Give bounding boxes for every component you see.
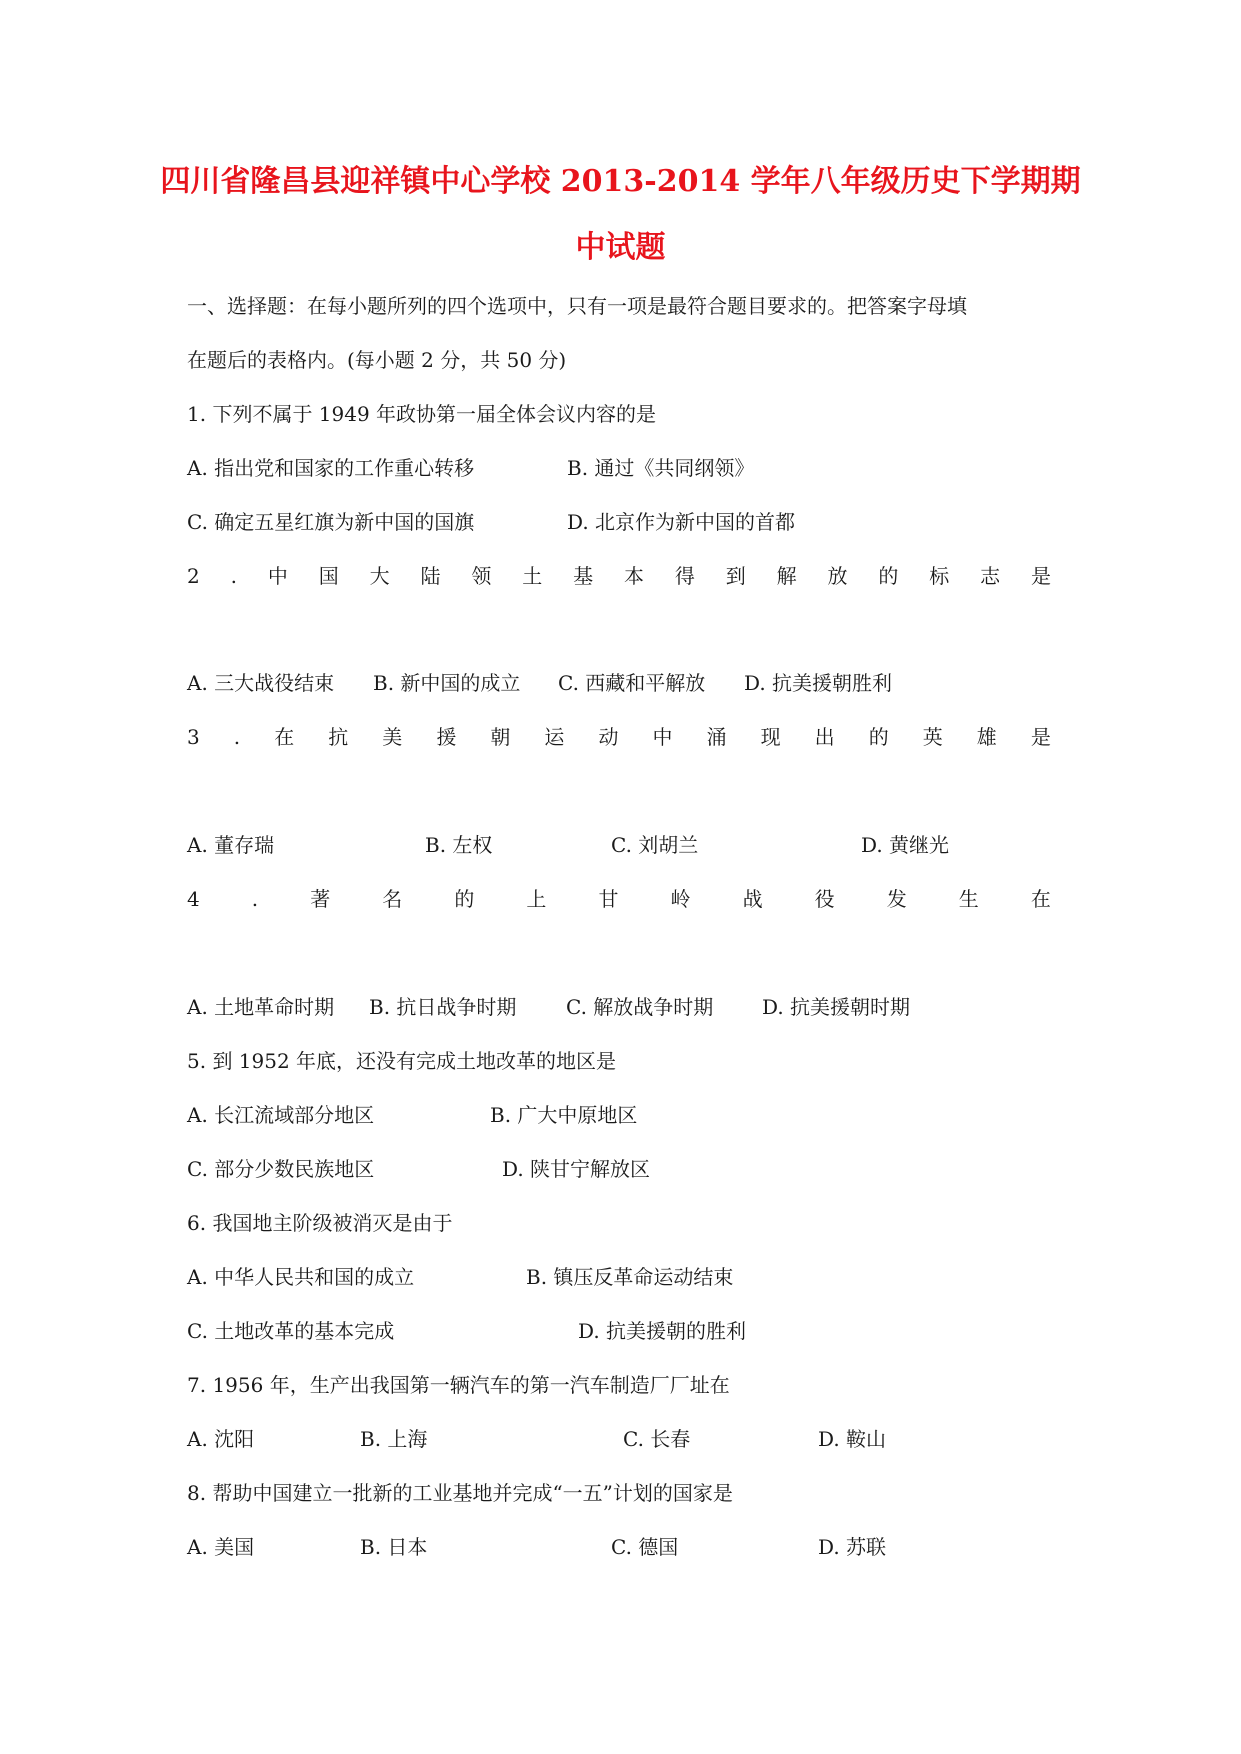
question-stem: 7. 1956 年，生产出我国第一辆汽车的第一汽车制造厂厂址在 xyxy=(187,1373,730,1397)
option-b: B. 镇压反革命运动结束 xyxy=(526,1265,734,1289)
option-a: A. 中华人民共和国的成立 xyxy=(187,1265,415,1289)
option-b: B. 抗日战争时期 xyxy=(369,995,517,1019)
stem-char: 现 xyxy=(760,725,781,749)
title-line-2: 中试题 xyxy=(575,230,666,265)
stem-char: 朝 xyxy=(490,725,511,749)
option-c: C. 部分少数民族地区 xyxy=(187,1157,375,1181)
stem-char: . xyxy=(233,725,241,749)
stem-char: 美 xyxy=(382,725,403,749)
option-b: B. 通过《共同纲领》 xyxy=(567,456,755,480)
stem-char: . xyxy=(230,564,237,588)
option-b: B. 左权 xyxy=(425,833,493,857)
stem-char: 上 xyxy=(526,887,547,911)
option-c: C. 长春 xyxy=(623,1427,691,1451)
stem-char: 解 xyxy=(776,564,797,588)
stem-char: 到 xyxy=(725,564,746,588)
option-b: B. 新中国的成立 xyxy=(373,671,521,695)
option-d: D. 北京作为新中国的首都 xyxy=(567,510,796,534)
stem-char: 发 xyxy=(886,887,907,911)
stem-char: 土 xyxy=(522,564,543,588)
question-stem: 6. 我国地主阶级被消灭是由于 xyxy=(187,1211,453,1235)
option-a: A. 土地革命时期 xyxy=(187,995,335,1019)
option-b: B. 日本 xyxy=(360,1535,428,1559)
option-a: A. 三大战役结束 xyxy=(187,671,335,695)
option-d: D. 陕甘宁解放区 xyxy=(502,1157,651,1181)
title-line-1: 四川省隆昌县迎祥镇中心学校 2013-2014 学年八年级历史下学期期 xyxy=(160,164,1081,199)
stem-char: 志 xyxy=(980,564,1001,588)
stem-char: 4 xyxy=(187,887,200,911)
question-stem: 8. 帮助中国建立一批新的工业基地并完成“一五”计划的国家是 xyxy=(187,1481,733,1505)
stem-char: 得 xyxy=(674,564,695,588)
stem-char: 的 xyxy=(454,887,475,911)
question-stem: 1. 下列不属于 1949 年政协第一届全体会议内容的是 xyxy=(187,402,657,426)
instructions-line-1: 一、选择题：在每小题所列的四个选项中，只有一项是最符合题目要求的。把答案字母填 xyxy=(187,294,967,318)
stem-char: 役 xyxy=(814,887,835,911)
option-d: D. 抗美援朝时期 xyxy=(762,995,911,1019)
stem-char: 本 xyxy=(623,564,644,588)
stem-char: 运 xyxy=(544,725,565,749)
stem-char: 著 xyxy=(310,887,331,911)
option-a: A. 指出党和国家的工作重心转移 xyxy=(187,456,475,480)
stem-char: 大 xyxy=(369,564,390,588)
stem-char: 英 xyxy=(922,725,943,749)
stem-char: 在 xyxy=(274,725,295,749)
stem-char: 岭 xyxy=(670,887,691,911)
stem-char: 战 xyxy=(742,887,763,911)
stem-char: 领 xyxy=(471,564,492,588)
stem-char: 是 xyxy=(1030,725,1051,749)
option-c: C. 确定五星红旗为新中国的国旗 xyxy=(187,510,475,534)
option-c: C. 土地改革的基本完成 xyxy=(187,1319,395,1343)
question-stem xyxy=(187,885,1051,913)
stem-char: 的 xyxy=(878,564,899,588)
stem-char: 出 xyxy=(814,725,835,749)
stem-char: 放 xyxy=(827,564,848,588)
stem-char: 抗 xyxy=(328,725,349,749)
stem-char: 援 xyxy=(436,725,457,749)
option-c: C. 刘胡兰 xyxy=(611,833,699,857)
stem-char: 国 xyxy=(318,564,339,588)
question-stem xyxy=(187,723,1051,751)
option-c: C. 西藏和平解放 xyxy=(558,671,706,695)
question-stem xyxy=(187,562,1051,590)
stem-char: 中 xyxy=(652,725,673,749)
stem-char: 是 xyxy=(1030,564,1051,588)
option-a: A. 董存瑞 xyxy=(187,833,275,857)
stem-char: 3 xyxy=(187,725,200,749)
stem-char: 涌 xyxy=(706,725,727,749)
instructions-line-2: 在题后的表格内。(每小题 2 分，共 50 分) xyxy=(187,348,567,372)
option-b: B. 广大中原地区 xyxy=(490,1103,638,1127)
stem-char: 陆 xyxy=(420,564,441,588)
option-d: D. 抗美援朝胜利 xyxy=(744,671,893,695)
option-c: C. 德国 xyxy=(611,1535,679,1559)
stem-char: . xyxy=(251,887,259,911)
option-a: A. 长江流域部分地区 xyxy=(187,1103,375,1127)
option-a: A. 沈阳 xyxy=(187,1427,255,1451)
option-c: C. 解放战争时期 xyxy=(566,995,714,1019)
stem-char: 雄 xyxy=(976,725,997,749)
stem-char: 中 xyxy=(267,564,288,588)
stem-char: 2 xyxy=(187,564,200,588)
option-d: D. 黄继光 xyxy=(861,833,950,857)
option-b: B. 上海 xyxy=(360,1427,428,1451)
option-d: D. 鞍山 xyxy=(818,1427,887,1451)
stem-char: 的 xyxy=(868,725,889,749)
stem-char: 动 xyxy=(598,725,619,749)
stem-char: 甘 xyxy=(598,887,619,911)
option-d: D. 抗美援朝的胜利 xyxy=(578,1319,747,1343)
stem-char: 基 xyxy=(573,564,594,588)
question-stem: 5. 到 1952 年底，还没有完成土地改革的地区是 xyxy=(187,1049,617,1073)
stem-char: 在 xyxy=(1030,887,1051,911)
option-a: A. 美国 xyxy=(187,1535,255,1559)
stem-char: 生 xyxy=(958,887,979,911)
stem-char: 标 xyxy=(929,564,950,588)
option-d: D. 苏联 xyxy=(818,1535,887,1559)
stem-char: 名 xyxy=(382,887,403,911)
